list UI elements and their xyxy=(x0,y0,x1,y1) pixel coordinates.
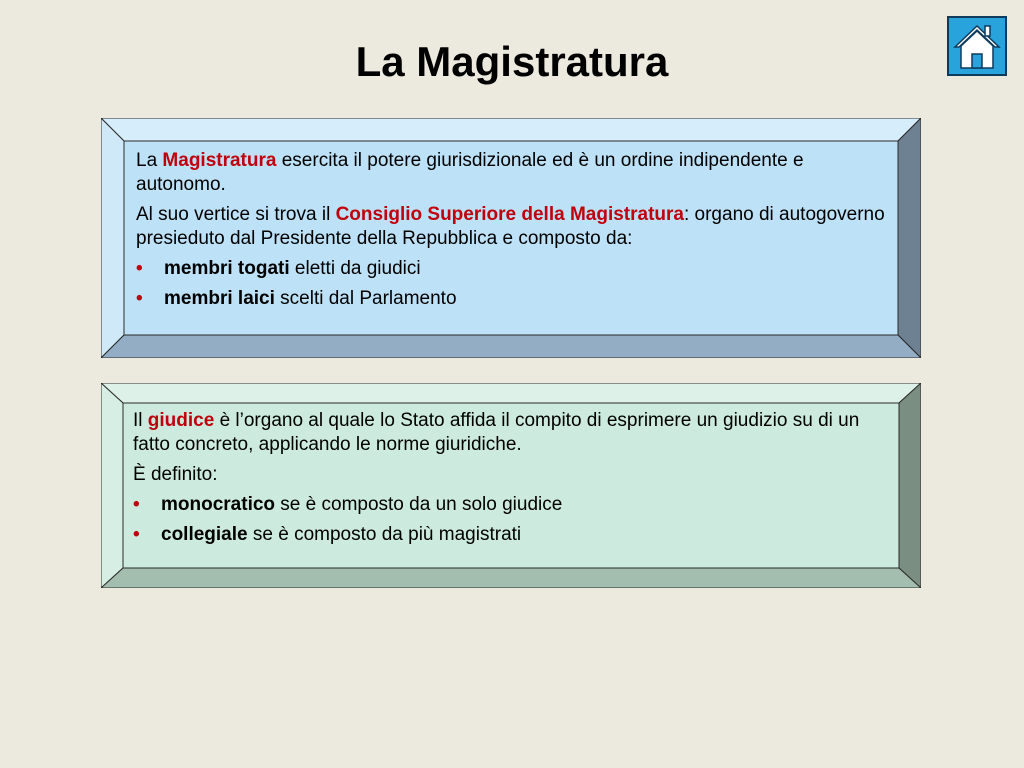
giudice-text xyxy=(133,409,898,553)
bullet-icon: • xyxy=(133,524,140,545)
giudice-paragraph-1 xyxy=(133,409,898,457)
home-icon xyxy=(947,16,1007,76)
list-item xyxy=(133,493,898,517)
keyword-magistratura: Magistratura xyxy=(162,150,277,171)
text-span: : organo di autogoverno presieduto dal Presidente della Repubblica e composto da: xyxy=(136,204,885,249)
bullet-icon: • xyxy=(136,258,143,279)
text-span: Al suo vertice si trova il xyxy=(136,204,336,225)
bullet-icon: • xyxy=(133,494,140,515)
list-item-term: membri laici xyxy=(164,288,275,309)
keyword-csm: Consiglio Superiore della Magistratura xyxy=(335,204,684,225)
home-button[interactable] xyxy=(947,16,1007,76)
list-item-term: collegiale xyxy=(161,524,248,545)
magistratura-paragraph-1 xyxy=(136,149,896,197)
giudice-paragraph-2: È definito: xyxy=(133,464,218,485)
giudice-types-list xyxy=(133,493,898,547)
list-item xyxy=(136,257,896,281)
bullet-icon: • xyxy=(136,288,143,309)
list-item-text: eletti da giudici xyxy=(289,258,421,279)
slide-title: La Magistratura xyxy=(355,38,669,85)
list-item-text: se è composto da un solo giudice xyxy=(275,494,563,515)
list-item xyxy=(136,287,896,311)
text-span: Il xyxy=(133,410,148,431)
list-item-text: scelti dal Parlamento xyxy=(274,288,457,309)
keyword-giudice: giudice xyxy=(147,410,215,431)
magistratura-paragraph-2 xyxy=(136,203,896,251)
csm-members-list xyxy=(136,257,896,311)
list-item-term: membri togati xyxy=(164,258,290,279)
text-span: La xyxy=(136,150,163,171)
text-span: esercita il potere giurisdizionale ed è un ordine indipendente e autonomo. xyxy=(136,150,804,195)
text-span: è l’organo al quale lo Stato affida il compito di esprimere un giudizio su di un fatto concreto, applicando le norme giuridiche. xyxy=(133,410,860,455)
magistratura-text xyxy=(136,149,896,317)
list-item xyxy=(133,523,898,547)
list-item-term: monocratico xyxy=(161,494,276,515)
list-item-text: se è composto da più magistrati xyxy=(247,524,522,545)
